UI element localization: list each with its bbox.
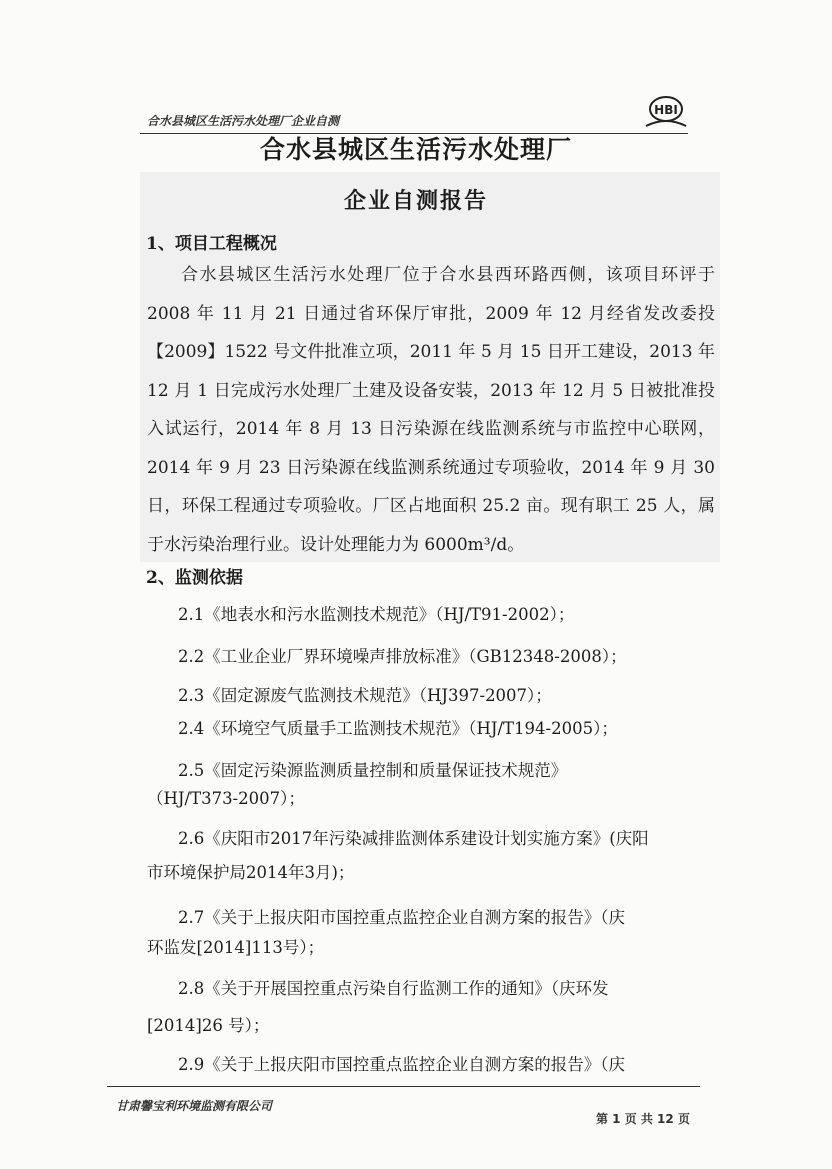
reference-item: 2.5《固定污染源监测质量控制和质量保证技术规范》 xyxy=(178,761,568,780)
logo-text: HBI xyxy=(654,103,678,117)
reference-item: 2.9《关于上报庆阳市国控重点监控企业自测方案的报告》（庆 xyxy=(178,1055,625,1074)
reference-item: 2.4《环境空气质量手工监测技术规范》（HJ/T194-2005）； xyxy=(178,719,618,738)
reference-item-cont: 市环境保护局2014年3月)； xyxy=(147,863,355,882)
reference-item: 2.7《关于上报庆阳市国控重点监控企业自测方案的报告》（庆 xyxy=(178,908,625,927)
reference-item: 2.3《固定源废气监测技术规范》（HJ397-2007）； xyxy=(178,686,552,705)
company-logo xyxy=(642,92,690,132)
page-number: 第 1 页 共 12 页 xyxy=(596,1112,690,1126)
section1-heading: 1、项目工程概况 xyxy=(146,234,277,254)
reference-item-cont: （HJ/T373-2007）； xyxy=(147,789,305,808)
footer-rule xyxy=(107,1086,700,1087)
footer-company: 甘肃馨宝利环境监测有限公司 xyxy=(116,1099,273,1113)
section1-paragraph: 合水县城区生活污水处理厂位于合水县西环路西侧，该项目环评于 2008 年 11 月 21 日通过省环保厅审批，2009 年 12 月经省发改委投【2009】1522 号文件批准立项，2011 年 5 月 15 日开工建设，2013 年 12 月 1 日完成污水处理厂土建及设备安装，2013 年 12 月 5 日被批准投入试运行，2014 年 8 月 13 日污染源在线监测系统与市监控中心联网，2014 年 9 月 23 日污染源在线监测系统通过专项验收，2014 年 9 月 30 日，环保工程通过专项验收。厂区占地面积 25.2 亩。现有职工 25 人，属于水污染治理行业。设计处理能力为 6000m³/d。 xyxy=(147,265,715,555)
reference-item-cont: 环监发[2014]113号）； xyxy=(147,938,325,957)
reference-item: 2.6《庆阳市2017年污染减排监测体系建设计划实施方案》(庆阳 xyxy=(178,829,649,848)
document-title-line2: 企业自测报告 xyxy=(343,188,488,214)
reference-item: 2.2《工业企业厂界环境噪声排放标准》（GB12348-2008）； xyxy=(178,647,627,666)
reference-item: 2.8《关于开展国控重点污染自行监测工作的通知》（庆环发 xyxy=(178,979,609,998)
section2-heading: 2、监测依据 xyxy=(146,568,243,588)
document-title-line1: 合水县城区生活污水处理厂 xyxy=(259,135,572,164)
reference-item: 2.1《地表水和污水监测技术规范》（HJ/T91-2002）； xyxy=(178,605,575,624)
reference-item-cont: [2014]26 号）； xyxy=(147,1016,270,1035)
running-header-title: 合水县城区生活污水处理厂企业自测 xyxy=(147,114,340,128)
